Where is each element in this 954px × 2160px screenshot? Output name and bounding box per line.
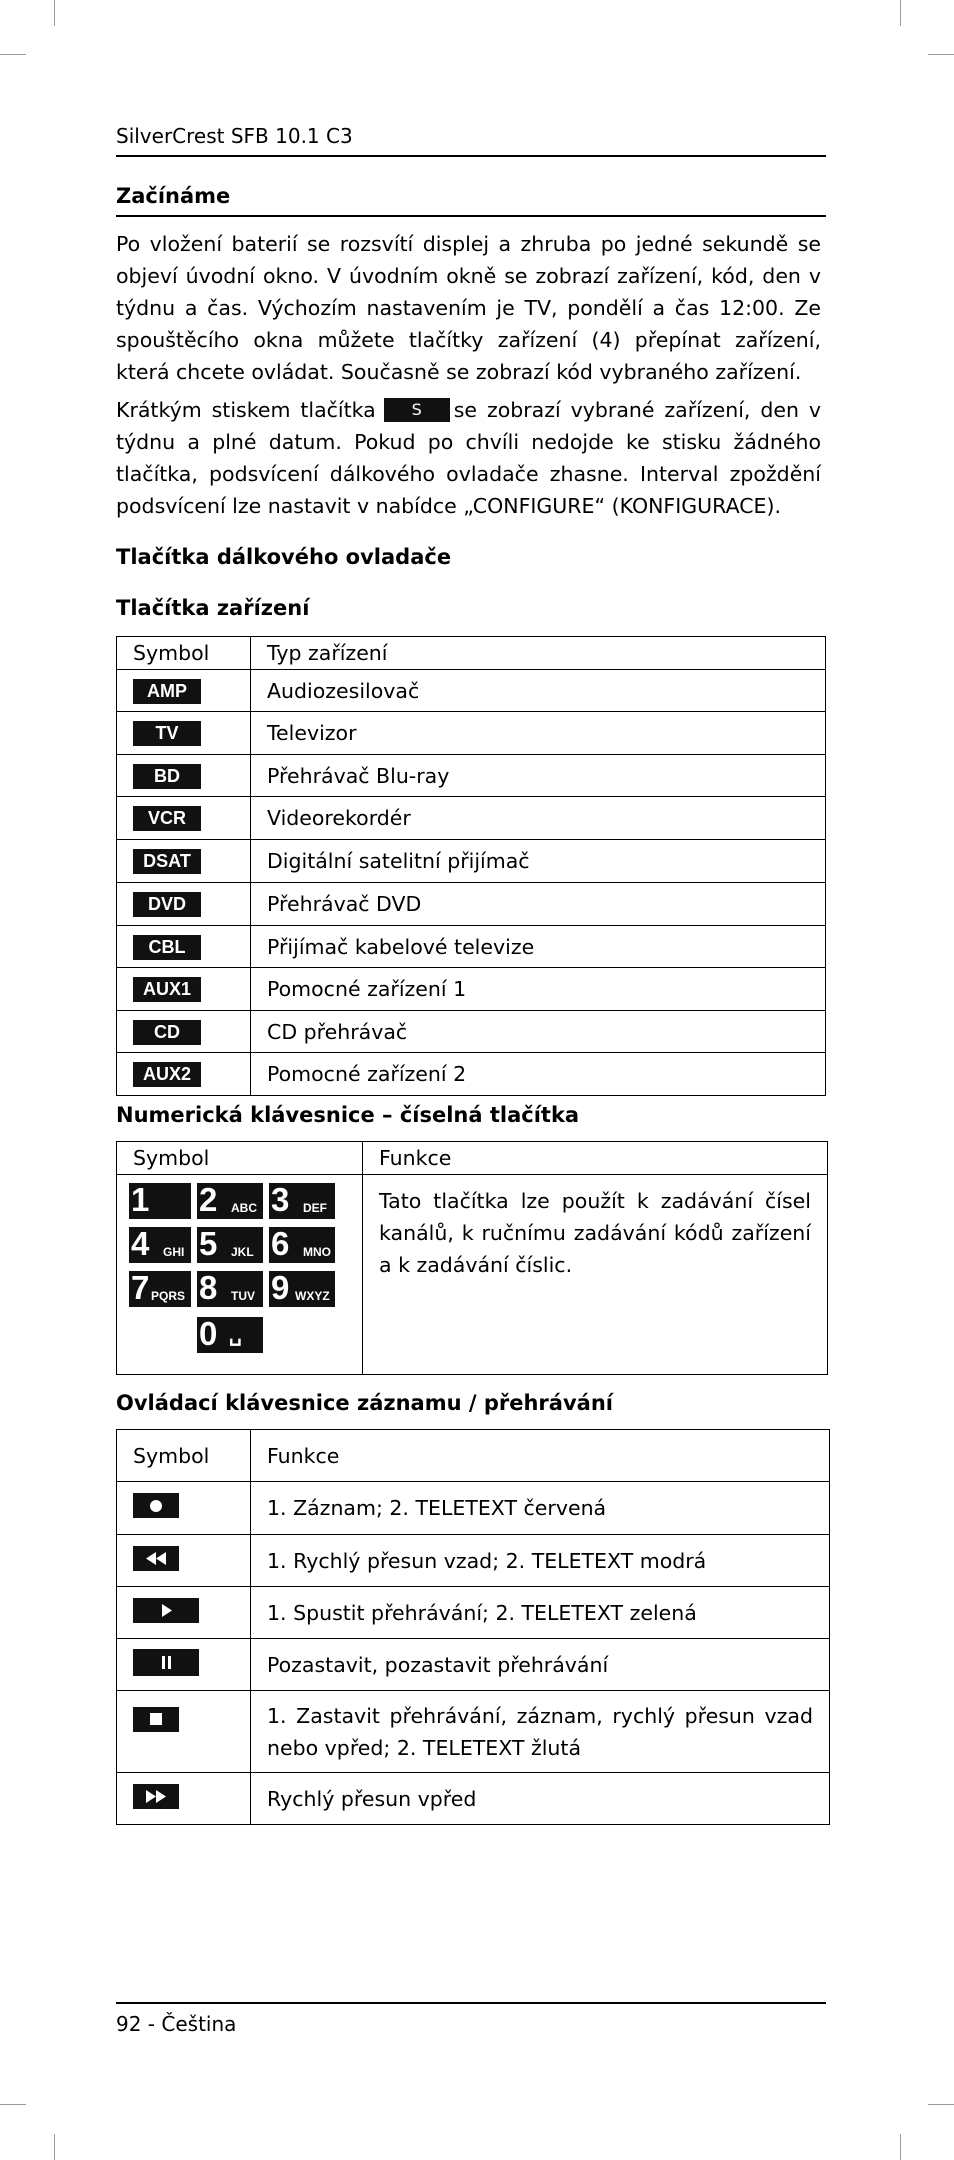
symbol-cell (117, 1053, 251, 1096)
crop-mark (928, 2104, 954, 2105)
table-row (117, 712, 826, 755)
function-cell: Pozastavit, pozastavit přehrávání (251, 1639, 830, 1691)
table-row (117, 1175, 828, 1375)
crop-mark (0, 2104, 26, 2105)
aux2-key-icon: AUX2 (133, 1062, 201, 1087)
digit-7-key-icon: 7 PQRS (129, 1271, 191, 1307)
symbol-cell (117, 840, 251, 883)
crop-mark (54, 2134, 55, 2160)
crop-mark (928, 54, 954, 55)
device-type-cell: Přehrávač DVD (251, 883, 826, 926)
rewind-icon (133, 1546, 179, 1571)
digit-1-key-icon: 1 (129, 1183, 191, 1219)
column-header-symbol: Symbol (117, 1142, 363, 1175)
symbol-cell (117, 755, 251, 797)
play-icon (133, 1598, 199, 1623)
symbol-cell (117, 1011, 251, 1053)
device-type-cell: Přehrávač Blu-ray (251, 755, 826, 797)
device-type-cell: Digitální satelitní přijímač (251, 840, 826, 883)
function-cell: 1. Spustit přehrávání; 2. TELETEXT zelená (251, 1587, 830, 1639)
page-number: 92 - Čeština (116, 2012, 237, 2036)
table-row (117, 926, 826, 968)
column-header-function: Funkce (363, 1142, 828, 1175)
device-type-cell: Pomocné zařízení 1 (251, 968, 826, 1011)
function-cell: 1. Záznam; 2. TELETEXT červená (251, 1482, 830, 1535)
table-row (117, 1482, 830, 1535)
function-cell: Rychlý přesun vpřed (251, 1773, 830, 1825)
crop-mark (900, 2134, 901, 2160)
section-heading-numeric-keypad: Numerická klávesnice – číselná tlačítka (116, 1103, 580, 1127)
document-header: SilverCrest SFB 10.1 C3 (116, 124, 353, 148)
symbol-cell (117, 926, 251, 968)
aux1-key-icon: AUX1 (133, 977, 201, 1002)
section-heading-playback-keypad: Ovládací klávesnice záznamu / přehrávání (116, 1391, 613, 1415)
digit-9-key-icon: 9 WXYZ (269, 1271, 335, 1307)
function-cell: 1. Zastavit přehrávání, záznam, rychlý přesun vzad nebo vpřed; 2. TELETEXT žlutá (251, 1691, 830, 1773)
table-row (117, 1535, 830, 1587)
crop-mark (0, 54, 26, 55)
record-icon (133, 1493, 179, 1518)
symbol-cell (117, 1691, 251, 1773)
digit-8-key-icon: 8 TUV (197, 1271, 263, 1307)
device-type-cell: Pomocné zařízení 2 (251, 1053, 826, 1096)
symbol-cell (117, 1773, 251, 1825)
function-cell: Tato tlačítka lze použít k zadávání čísel kanálů, k ručnímu zadávání kódů zařízení a k zadávání číslic. (363, 1175, 828, 1375)
cd-key-icon: CD (133, 1020, 201, 1045)
numeric-keypad-table (116, 1141, 828, 1375)
intro-paragraph-2-start: Krátkým stiskem tlačítka (116, 398, 376, 422)
column-header-symbol: Symbol (117, 1430, 251, 1482)
table-row (117, 670, 826, 712)
symbol-cell (117, 1175, 363, 1375)
device-type-cell: CD přehrávač (251, 1011, 826, 1053)
fast-forward-icon (133, 1784, 179, 1809)
digit-0-key-icon: 0 ␣ (197, 1317, 263, 1353)
cbl-key-icon: CBL (133, 935, 201, 960)
table-row (117, 1011, 826, 1053)
device-type-cell: Televizor (251, 712, 826, 755)
section-heading-getting-started: Začínáme (116, 184, 231, 208)
s-button-icon: S (384, 398, 450, 422)
dvd-key-icon: DVD (133, 892, 201, 917)
table-header-row (117, 637, 826, 670)
table-row (117, 883, 826, 926)
table-row (117, 1639, 830, 1691)
device-type-cell: Přijímač kabelové televize (251, 926, 826, 968)
function-cell: 1. Rychlý přesun vzad; 2. TELETEXT modrá (251, 1535, 830, 1587)
table-row (117, 1587, 830, 1639)
column-header-function: Funkce (251, 1430, 830, 1482)
digit-3-key-icon: 3 DEF (269, 1183, 335, 1219)
symbol-cell (117, 968, 251, 1011)
intro-paragraph-1: Po vložení baterií se rozsvítí displej a zhruba po jedné sekundě se objeví úvodní okno. V úvodním okně se zobrazí zařízení, kód, den v týdnu a čas. Výchozím nastavením je TV, pondělí a čas 12:00. Ze spouštěcího okna můžete tlačítky zařízení (4) přepínat zařízení, která chcete ovládat. Současně se zobrazí kód vybraného zařízení. (116, 232, 821, 384)
device-type-cell: Videorekordér (251, 797, 826, 840)
bd-key-icon: BD (133, 764, 201, 789)
symbol-cell (117, 1482, 251, 1535)
section-heading-remote-buttons: Tlačítka dálkového ovladače (116, 545, 452, 569)
symbol-cell (117, 883, 251, 926)
intro-paragraph-2 (116, 394, 821, 522)
column-header-symbol: Symbol (117, 637, 251, 670)
table-row (117, 1053, 826, 1096)
dsat-key-icon: DSAT (133, 849, 201, 874)
device-type-cell: Audiozesilovač (251, 670, 826, 712)
table-header-row (117, 1142, 828, 1175)
symbol-cell (117, 670, 251, 712)
table-header-row (117, 1430, 830, 1482)
section-rule (116, 215, 826, 217)
device-buttons-table (116, 636, 826, 1096)
amp-key-icon: AMP (133, 679, 201, 704)
table-row (117, 968, 826, 1011)
table-row (117, 797, 826, 840)
playback-keypad-table (116, 1429, 830, 1825)
header-rule (116, 155, 826, 157)
numeric-keypad-icon (129, 1183, 339, 1363)
pause-icon (133, 1649, 199, 1676)
table-row (117, 755, 826, 797)
symbol-cell (117, 797, 251, 840)
symbol-cell (117, 1587, 251, 1639)
crop-mark (900, 0, 901, 26)
digit-4-key-icon: 4 GHI (129, 1227, 191, 1263)
table-row (117, 840, 826, 883)
section-heading-device-buttons: Tlačítka zařízení (116, 596, 310, 620)
digit-5-key-icon: 5 JKL (197, 1227, 263, 1263)
symbol-cell (117, 1535, 251, 1587)
digit-6-key-icon: 6 MNO (269, 1227, 335, 1263)
column-header-device-type: Typ zařízení (251, 637, 826, 670)
footer-rule (116, 2002, 826, 2004)
table-row (117, 1691, 830, 1773)
symbol-cell (117, 1639, 251, 1691)
intro-paragraph-2-end: se zobrazí vybrané zařízení, den v týdnu a plné datum. Pokud po chvíli nedojde ke stisku žádného tlačítka, podsvícení dálkového ovladače zhasne. Interval zpoždění podsvícení lze nastavit v nabídce „CONFIGURE“ (KONFIGURACE). (116, 398, 821, 518)
vcr-key-icon: VCR (133, 806, 201, 831)
stop-icon (133, 1707, 179, 1732)
digit-2-key-icon: 2 ABC (197, 1183, 263, 1219)
tv-key-icon: TV (133, 721, 201, 746)
symbol-cell (117, 712, 251, 755)
table-row (117, 1773, 830, 1825)
crop-mark (54, 0, 55, 26)
